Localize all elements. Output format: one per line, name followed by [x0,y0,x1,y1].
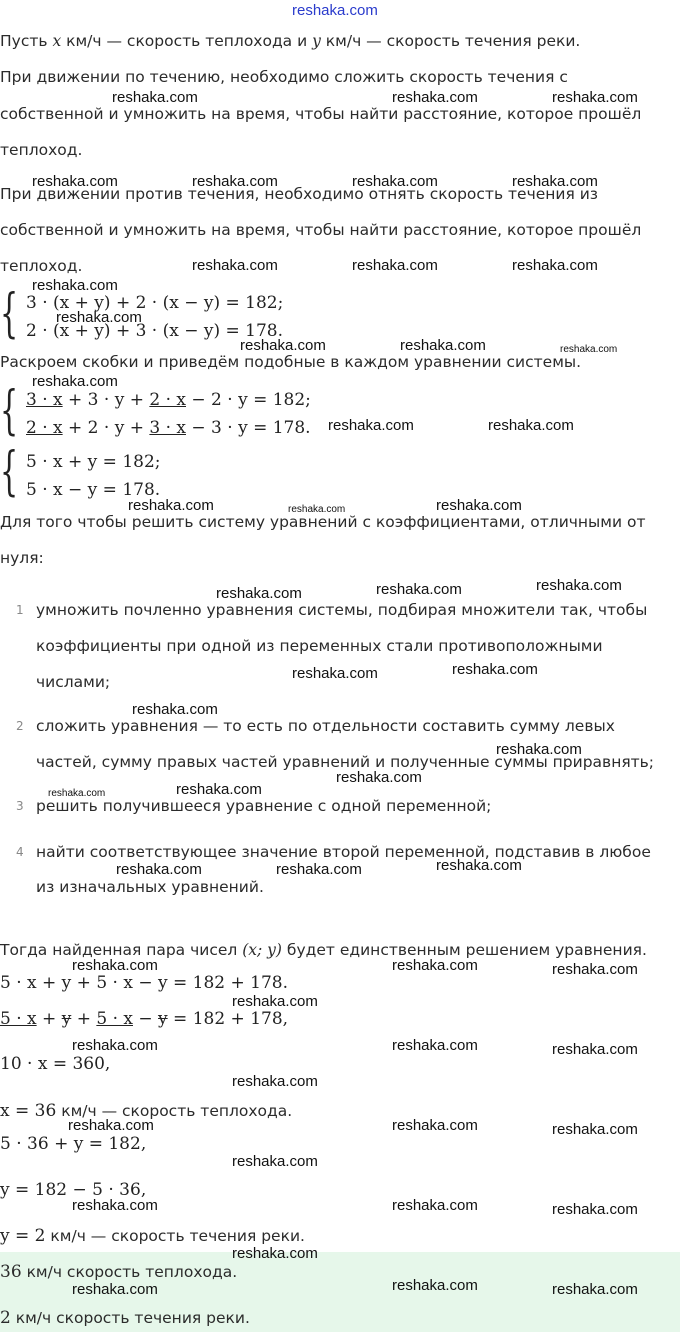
answer-line-1 [0,1262,237,1282]
term: − [132,1009,159,1029]
step-2-line-1: сложить уравнения — то есть по отдельности составить сумму левых [36,717,615,735]
watermark: reshaka.com [128,497,214,514]
watermark: reshaka.com [560,344,618,355]
watermark: reshaka.com [232,993,318,1010]
watermark: reshaka.com [552,1121,638,1138]
expand-text: Раскроем скобки и приведём подобные в каждом уравнении системы. [0,353,582,371]
intro-line [0,31,580,51]
system1-eq1: 3 · (x + y) + 2 · (x − y) = 182; [26,293,284,313]
watermark: reshaka.com [240,337,326,354]
term: = 182 + 178, [167,1009,289,1029]
watermark: reshaka.com [496,741,582,758]
text: км/ч — скорость течения реки. [45,1227,305,1245]
watermark: reshaka.com [72,1281,158,1298]
term: + [36,1009,62,1029]
watermark: reshaka.com [132,701,218,718]
watermark: reshaka.com [392,1037,478,1054]
var-y: y [312,32,321,50]
watermark: reshaka.com [552,1201,638,1218]
watermark: reshaka.com [392,957,478,974]
step-1-line-2: коэффициенты при одной из переменных стали противоположными [36,637,603,655]
watermark: reshaka.com [328,417,414,434]
watermark: reshaka.com [72,1037,158,1054]
method-intro-2: нуля: [0,549,44,567]
calc-line-5: 5 · 36 + y = 182, [0,1134,147,1154]
watermark: reshaka.com [112,89,198,106]
step-number: 2 [16,719,24,733]
watermark: reshaka.com [392,1277,478,1294]
math: x = 36 [0,1101,57,1121]
step-number: 1 [16,603,24,617]
watermark: reshaka.com [232,1073,318,1090]
watermark: reshaka.com [32,277,118,294]
system-brace: { [0,284,19,344]
calc-line-2 [0,1009,288,1029]
watermark: reshaka.com [352,173,438,190]
system1-eq2: 2 · (x + y) + 3 · (x − y) = 178. [26,321,284,341]
watermark: reshaka.com [552,1041,638,1058]
calc-line-7 [0,1226,305,1246]
underlined-term: 5 · x [96,1009,133,1029]
underlined-term: 3 · x [149,418,186,438]
watermark: reshaka.com [192,173,278,190]
watermark: reshaka.com [276,861,362,878]
watermark: reshaka.com [392,1117,478,1134]
system3-eq2: 5 · x − y = 178. [26,480,161,500]
watermark: reshaka.com [336,769,422,786]
watermark: reshaka.com [116,861,202,878]
term: + [71,1009,97,1029]
step-number: 4 [16,845,24,859]
watermark: reshaka.com [32,173,118,190]
system3-eq1: 5 · x + y = 182; [26,452,161,472]
watermark: reshaka.com [48,788,106,799]
underlined-term: 2 · x [26,418,63,438]
struck-term: y [158,1009,168,1029]
calc-line-1: 5 · x + y + 5 · x − y = 182 + 178. [0,973,288,993]
term: − 2 · y = 182; [186,390,311,410]
watermark: reshaka.com [232,1153,318,1170]
text: км/ч — скорость течения реки. [320,32,581,50]
step-4-line-1: найти соответствующее значение второй переменной, подставив в любое [36,843,651,861]
answer-number: 36 [0,1262,22,1282]
text: будет единственным решением уравнения. [281,941,647,959]
watermark: reshaka.com [452,661,538,678]
step-3-line-1: решить получившееся уравнение с одной переменной; [36,797,492,815]
watermark: reshaka.com [512,173,598,190]
watermark: reshaka.com [392,1197,478,1214]
watermark: reshaka.com [216,585,302,602]
watermark: reshaka.com [72,1197,158,1214]
text: км/ч — скорость теплохода и [61,32,313,50]
text: Пусть [0,32,53,50]
watermark: reshaka.com [392,89,478,106]
step-2-line-2: частей, сумму правых частей уравнений и полученные суммы приравнять; [36,753,655,771]
watermark: reshaka.com [436,857,522,874]
step-4-line-2: из изначальных уравнений. [36,878,264,896]
watermark: reshaka.com [192,257,278,274]
term: + 3 · y + [62,390,150,410]
text: км/ч — скорость теплохода. [56,1102,293,1120]
answer-text: км/ч скорость теплохода. [21,1263,238,1281]
watermark: reshaka.com [352,257,438,274]
text: Тогда найденная пара чисел [0,941,243,959]
downstream-line-3: теплоход. [0,141,83,159]
answer-number: 2 [0,1308,11,1328]
watermark: reshaka.com [512,257,598,274]
watermark: reshaka.com [376,581,462,598]
watermark: reshaka.com [436,497,522,514]
watermark: reshaka.com [536,577,622,594]
watermark: reshaka.com [292,665,378,682]
answer-line-2 [0,1308,250,1328]
system-brace: { [0,442,19,502]
watermark: reshaka.com [552,961,638,978]
watermark: reshaka.com [288,504,346,515]
watermark: reshaka.com [32,373,118,390]
underlined-term: 3 · x [26,390,63,410]
system-brace: { [0,381,19,441]
calc-line-3: 10 · x = 360, [0,1054,111,1074]
term: + 2 · y + [62,418,150,438]
watermark: reshaka.com [400,337,486,354]
var-x: x [52,32,62,50]
watermark: reshaka.com [56,309,142,326]
calc-line-6: y = 182 − 5 · 36, [0,1180,147,1200]
upstream-line-3: теплоход. [0,257,83,275]
watermark-top[interactable]: reshaka.com [292,2,378,19]
step-1-line-3: числами; [36,673,111,691]
watermark: reshaka.com [552,89,638,106]
downstream-line-1: При движении по течению, необходимо сложить скорость течения с [0,68,568,86]
term: − 3 · y = 178. [186,418,311,438]
system2-eq2 [26,418,311,438]
watermark: reshaka.com [72,957,158,974]
step-1-line-1: умножить почленно уравнения системы, подбирая множители так, чтобы [36,601,648,619]
watermark: reshaka.com [232,1245,318,1262]
pair-xy: (x; y) [242,941,282,959]
step-number: 3 [16,799,24,813]
underlined-term: 5 · x [0,1009,37,1029]
watermark: reshaka.com [176,781,262,798]
upstream-line-2: собственной и умножить на время, чтобы найти расстояние, которое прошёл [0,221,642,239]
method-intro-1: Для того чтобы решить систему уравнений с коэффициентами, отличными от [0,513,646,531]
math: y = 2 [0,1226,46,1246]
struck-term: y [61,1009,72,1029]
downstream-line-2: собственной и умножить на время, чтобы найти расстояние, которое прошёл [0,105,642,123]
watermark: reshaka.com [68,1117,154,1134]
underlined-term: 2 · x [149,390,186,410]
answer-text: км/ч скорость течения реки. [10,1309,250,1327]
watermark: reshaka.com [488,417,574,434]
upstream-line-1: При движении против течения, необходимо отнять скорость течения из [0,185,599,203]
system2-eq1 [26,390,311,410]
watermark: reshaka.com [552,1281,638,1298]
